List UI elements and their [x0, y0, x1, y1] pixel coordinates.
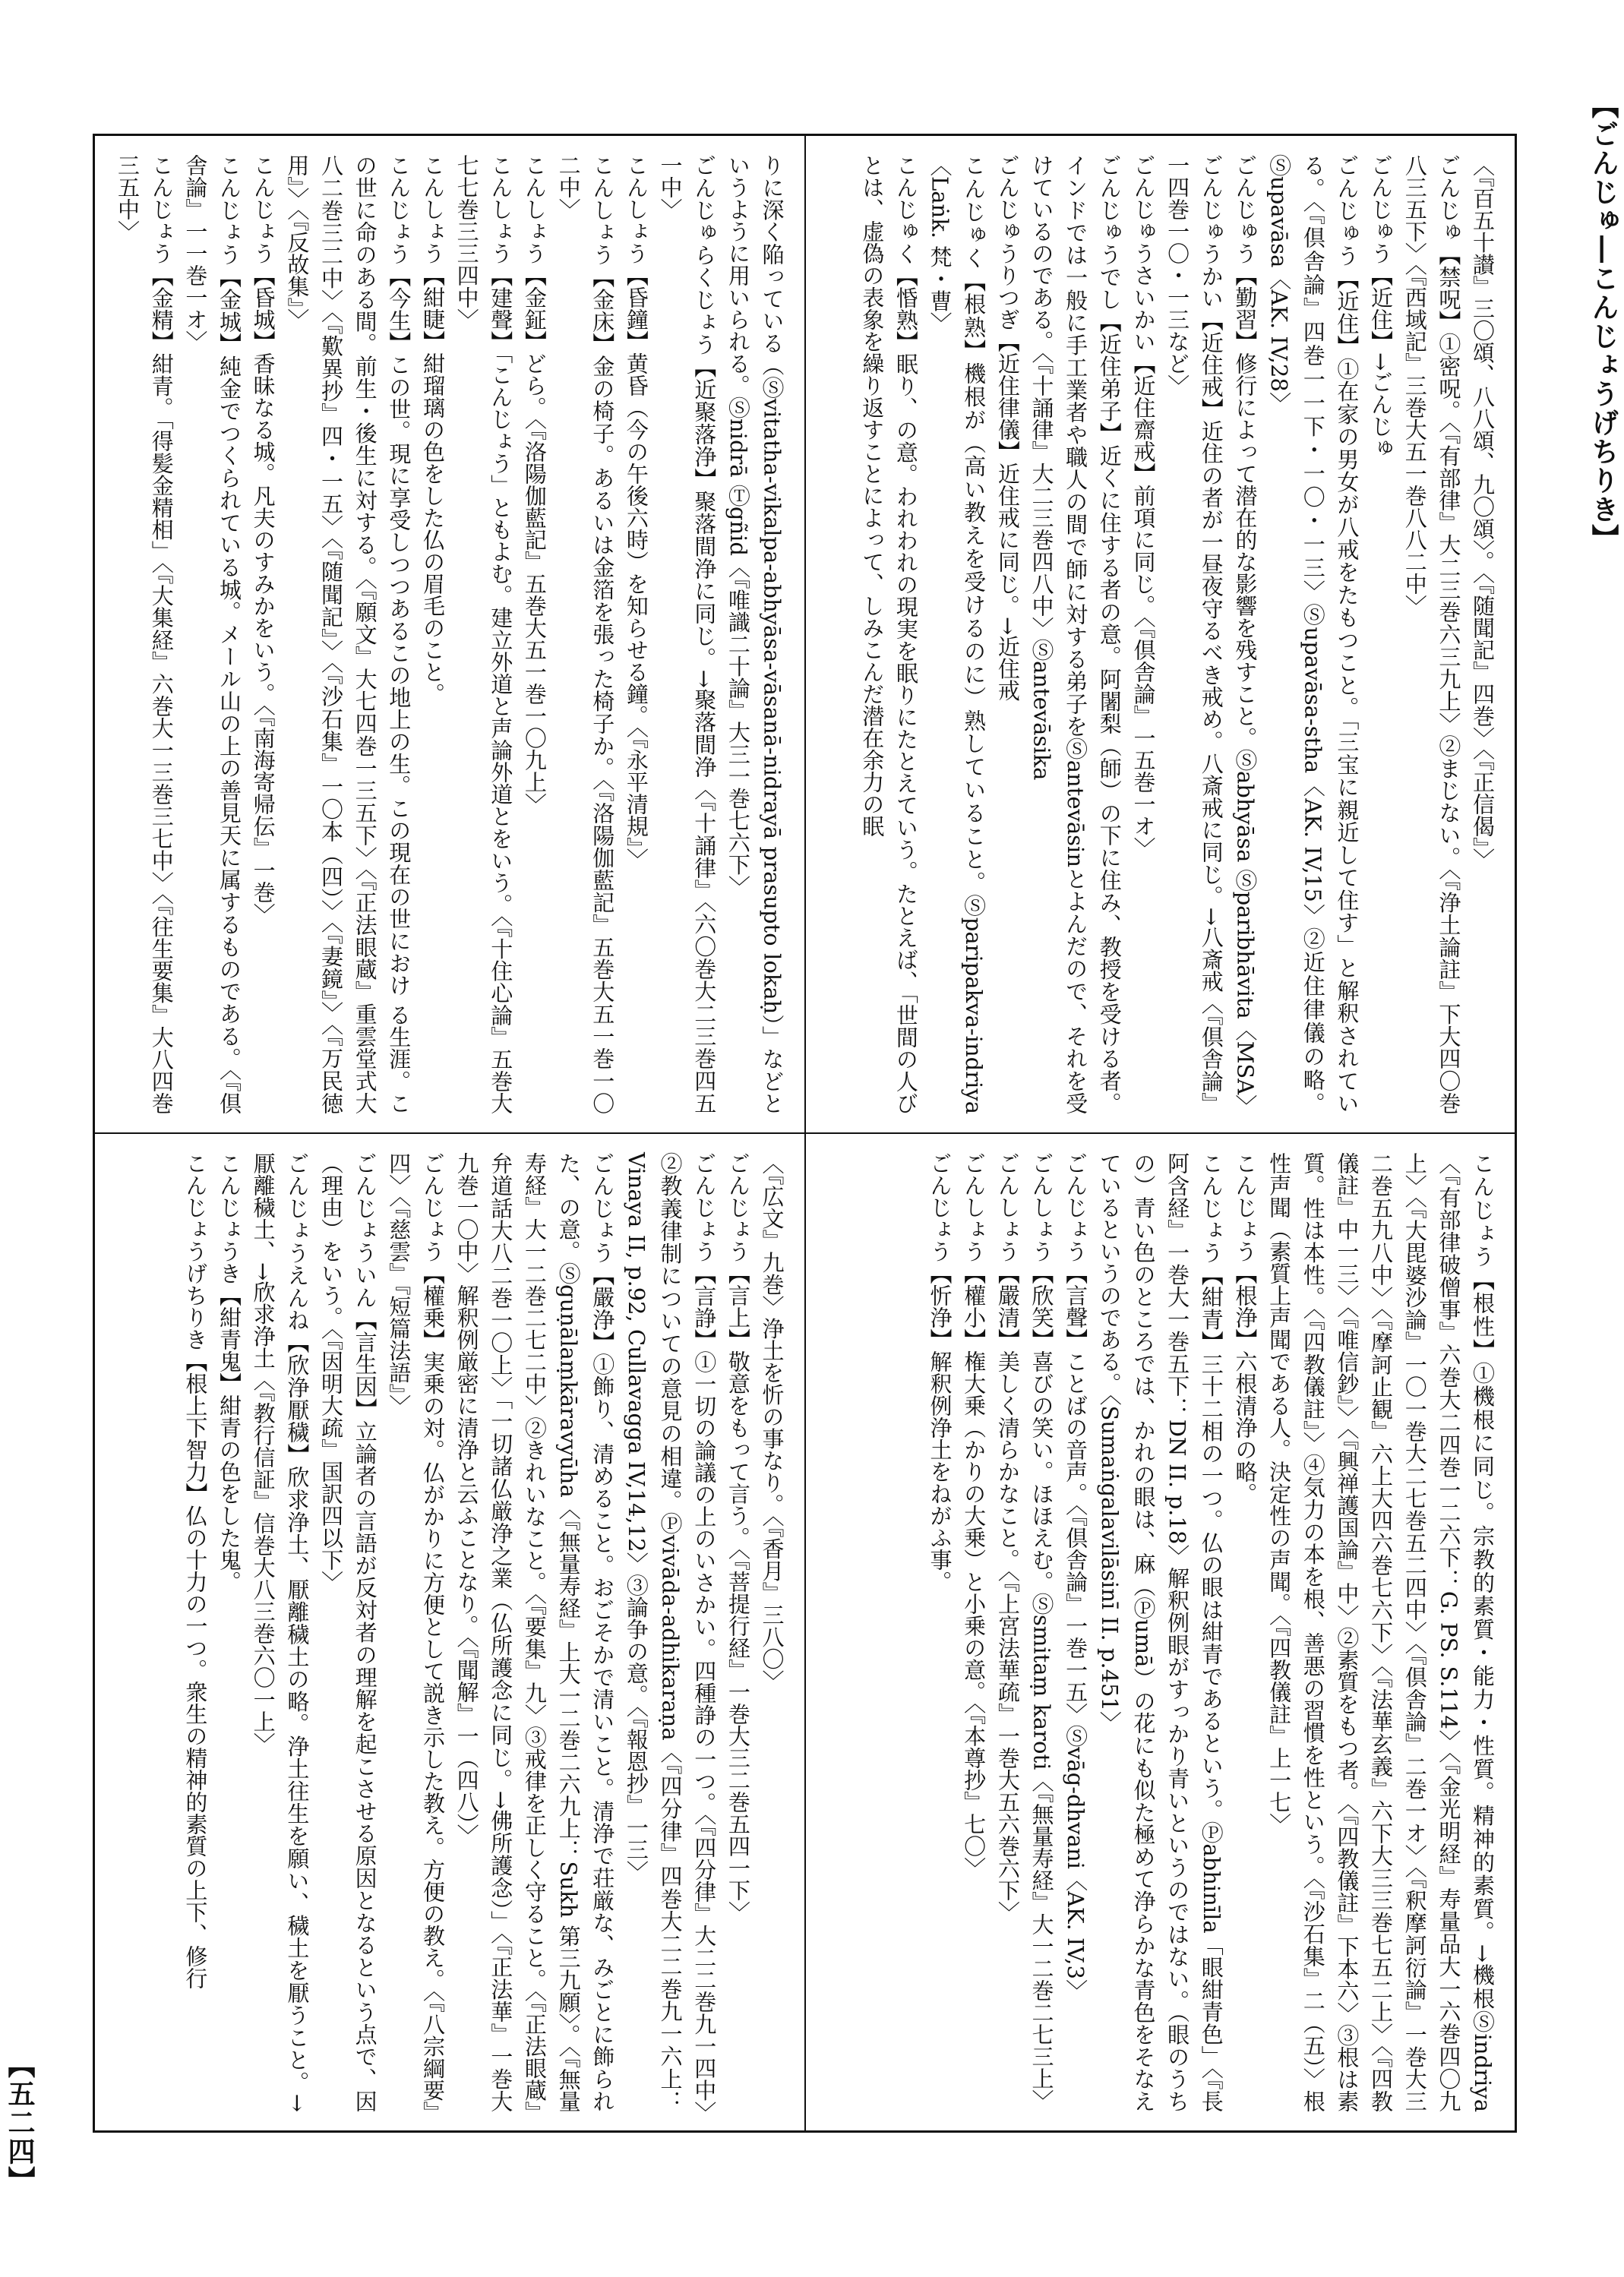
- dictionary-entry: ごんじょう【言諍】①一切の論議の上のいさかい。四種諍の一つ。〈『四分律』大二二巻九一四中〉②教義律制についての意見の相違。Ⓟvivāda-adhikaraṇa〈『四分律』四巻大二二巻九一六上：Vinaya II, p.92, Cullavagga IV,14,12〉③論争の意。〈『報恩抄』一三〉: [623, 1152, 718, 2112]
- bottom-row: [95, 1132, 1515, 2130]
- dictionary-entry: ごんしょう【欣笑】喜びの笑い。ほほえむ。Ⓢsmitaṃ karoti〈『無量寿経』大一二巻二七三上〉: [1028, 1152, 1055, 2111]
- dictionary-entry: こんじょう【紺青】三十二相の一つ。仏の眼は紺青であるという。Ⓟabhinīla「眼紺青色」〈『長阿含経』一巻大一巻五下：DN II. p.18〉解釈例眼がすっかり青いというのではない。（眼のうちの）青い色のところでは、かれの眼は、麻（Ⓟumā）の花にも似た極めて浄らかな青色をそなえているというのである。〈Sumaṅgalavilāsinī II. p.451〉: [1096, 1152, 1224, 2112]
- dictionary-entry: こんじゅく【根熟】機根が（高い教えを受けるのに）熟していること。Ⓢparipakva-indriya〈Laṅk. 梵・曹〉: [927, 154, 987, 1114]
- page-number: 【五二四】: [4, 2051, 36, 2195]
- dictionary-entry: ごんじゅうさいかい【近住齋戒】前項に同じ。〈『倶舎論』一五巻一オ〉: [1130, 154, 1157, 859]
- dictionary-entry: ごんじょうえんね【欣浄厭穢】欣求浄土、厭離穢土の略。浄土往生を願い、穢土を厭うこと。→厭離穢土、→欣求浄土〈『教行信証』信巻大八三巻六〇一上〉: [250, 1152, 311, 2112]
- dictionary-entry: 〈『広文』九巻〉浄土を忻の事なり。〈『香月』三八〇〉: [759, 1152, 785, 1692]
- top-right-column: [806, 136, 1515, 1132]
- page-frame: [93, 134, 1517, 2133]
- dictionary-entry: こんしょう【昏鐘】黄昏（今の午後六時）を知らせる鐘。〈『永平清規』〉: [623, 154, 649, 870]
- dictionary-entry: ごんじゅ【禁呪】①密呪。〈『有部律』大二三巻六三九上〉②まじない。〈『浄土論註』下大四〇巻八三五下〉〈『西域記』三巻大五一巻八八二中〉: [1401, 154, 1462, 1114]
- dictionary-entry: ごんじゅう【勤習】修行によって潜在的な影響を残すこと。Ⓢabhyāsa Ⓢparibhāvita〈MSA〉: [1232, 154, 1259, 1117]
- dictionary-entry: こんじょう【昏城】香昧なる城。凡夫のすみかをいう。〈『南海寄帰伝』一巻〉: [250, 154, 276, 925]
- dictionary-entry: ごんじょう【忻浄】解釈例浄土をねがふ事。: [927, 1152, 953, 1593]
- dictionary-entry: こんじょう【今生】この世。現に享受しつつあるこの地上の生。この現在の世におけ る生涯。この世に命のある間。前生・後生に対する。〈『願文』大七四巻一三五下〉〈『正法眼蔵』重雲堂式大八二巻三二中〉〈『歎異抄』四・一五〉〈『随聞記』〉〈『沙石集』一〇本（四）〉〈『妻鏡』〉〈『万民徳用』〉〈『反故集』〉: [284, 154, 412, 1114]
- bottom-right-column: [806, 1134, 1515, 2130]
- dictionary-entry: こんじょう【金精】紺青。「得髪金精相」〈『大集経』六巻大一三巻三七中〉〈『往生要集』大八四巻三五中〉: [115, 154, 175, 1114]
- dictionary-entry: ごんじょう【權乗】実乗の対。仏がかりに方便として説き示した教え。方便の教え。〈『八宗綱要』四〉〈『慈雲』『短篇法語』〉: [386, 1152, 446, 2113]
- dictionary-entry: こんしょう【紺睫】紺瑠璃の色をした仏の眉毛のこと。: [419, 154, 446, 705]
- top-middle-column: [95, 136, 806, 1132]
- running-header: 【ごんじゅ―こんじょうげちりき】: [1588, 91, 1619, 553]
- dictionary-entry: ごんじゅう【近住】①在家の男女が八戒をたもつこと。「三宝に親近して住す」と解釈されている。〈『倶舎論』四巻一一下・一〇・一三〉Ⓢupavāsa-stha〈AK. IV,15〉②近住律儀の略。Ⓢupavāsa〈AK. IV,28〉: [1266, 154, 1360, 1114]
- dictionary-entry: こんじょう【根性】①機根に同じ。宗教的素質・能力・性質。精神的素質。→機根Ⓢindriya〈『有部律破僧事』六巻大二四巻一二六下：G. PS. S.114〉〈『金光明経』寿量品大一六巻四〇九上〉〈『大毘婆沙論』一〇一巻大二七巻五二四中〉〈『倶舎論』二巻一オ〉〈『釈摩訶衍論』一巻大三二巻五九八中〉〈『摩訶止観』六上大四六巻七六下〉〈『法華玄義』六下大三三巻七五二上〉〈『四教儀註』中一三〉〈『唯信鈔』〉〈『興禅護国論』中〉②素質をもつ者。〈『四教儀註』下本六〉③根は素質。性は本性。〈『四教儀註』〉④気力の本を根、善悪の習慣を性という。〈『沙石集』二（五）〉根性声聞（素質上声聞である人。決定性の声聞。〈『四教儀註』上一七〉: [1266, 1152, 1496, 2112]
- dictionary-entry: ごんじゅう【近住】→ごんじゅ: [1368, 154, 1395, 460]
- dictionary-entry: ごんじょう【嚴浄】①飾り、清めること。おごそかで清いこと。清浄で荘厳な、みごとに飾られた、の意。Ⓢguṇālaṃkāravyūha〈『無量寿経』上大一二巻二六九上：Sukh 第三九願〉。〈『無量寿経』大一二巻二七二中〉②きれいなこと。〈『要集』九〉③戒律を正しく守ること。〈『正法眼蔵』弁道話大八二巻一〇上〉「一切諸仏厳浄之業（仏所護念に同じ。→佛所護念）」〈『正法華』一巻大九巻一〇中〉解釈例厳密に清浄と云ふことなり。〈『聞解』一（四八）〉: [453, 1152, 616, 2112]
- dictionary-entry: ごんじょう【言上】敬意をもって言う。〈『菩提行経』一巻大三二巻五四一下〉: [725, 1152, 751, 1923]
- dictionary-entry: ごんしょう【權小】権大乗（かりの大乗）と小乗の意。〈『本尊抄』七〇〉: [961, 1152, 987, 1879]
- dictionary-entry: ごんじゅうかい【近住戒】近住の者が一昼夜守るべき戒め。八斎戒に同じ。→八斎戒〈『倶舎論』一四巻一〇・一三など〉: [1164, 154, 1224, 1114]
- top-row: [95, 136, 1515, 1132]
- dictionary-entry: ごんじょう【言聲】ことばの音声。〈『倶舎論』一巻一五〉Ⓢvāg-dhvani〈AK. IV,3〉: [1063, 1152, 1089, 2001]
- dictionary-entry: こんじょうげちりき【根上下智力】仏の十力の一つ。衆生の精神的素質の上下、修行: [182, 1152, 209, 1989]
- dictionary-entry: こんじょう【根浄】六根清浄の略。: [1232, 1152, 1259, 1505]
- dictionary-entry: 〈『百五十讃』三〇頌、八八頌、九〇頌〉。〈『随聞記』四巻〉〈『正信偈』〉: [1470, 154, 1496, 870]
- dictionary-entry: りに深く陥っている（Ⓢvitatha-vikalpa-abhyāsa-vāsanā-nidrayā prasupto lokaḥ）」などというように用いられる。Ⓢnidrā Ⓣgñid〈『唯識二十論』大三一巻七六下〉: [725, 154, 785, 1114]
- dictionary-entry: こんじゅく【惛熟】眠り、の意。われわれの現実を眠りにたとえていう。たとえば、「世間の人びとは、虚偽の表象を繰り返すことによって、しみこんだ潜在余力の眠: [859, 154, 919, 1114]
- dictionary-entry: ごんじゅらくじょう【近聚落浄】聚落間浄に同じ。→聚落間浄〈『十誦律』〈六〇巻大二三巻四五一中〉: [657, 154, 718, 1114]
- dictionary-entry: こんしょう【建聲】「こんじょう」ともよむ。建立外道と声論外道とをいう。〈『十住心論』五巻大七七巻三三四中〉: [453, 154, 514, 1114]
- dictionary-entry: ごんじゅうでし【近住弟子】近くに住する者の意。阿闍梨（師）の下に住み、教授を受ける者。インドでは一般に手工業者や職人の間で師に対する弟子をⓈantevāsinとよんだので、それを受けているのである。〈『十誦律』大二三巻四八中〉Ⓢantevāsika: [1028, 154, 1123, 1115]
- dictionary-entry: こんしょう【金鉦】どら。〈『洛陽伽藍記』五巻大五一巻一〇九上〉: [521, 154, 548, 815]
- dictionary-entry: こんじょうき【紺青鬼】紺青の色をした鬼。: [216, 1152, 242, 1593]
- dictionary-entry: こんじょう【金城】純金でつくられている城。メール山の上の善見天に属するものである。〈『倶舎論』一一巻一オ〉: [182, 154, 242, 1114]
- dictionary-entry: ごんしょう【嚴清】美しく清らかなこと。〈『上宮法華疏』一巻大五六巻六下〉: [994, 1152, 1021, 1923]
- dictionary-entry: ごんじゅうりつぎ【近住律儀】近住戒に同じ。→近住戒: [994, 154, 1021, 702]
- dictionary-entry: こんしょう【金床】金の椅子。あるいは金箔を張った椅子か。〈『洛陽伽藍記』五巻大五一巻一〇二中〉: [555, 154, 616, 1114]
- dictionary-entry: ごんじょういん【言生因】立論者の言語が反対者の理解を起こさせる原因となるという点で、因（理由）をいう。〈『因明大疏』国訳四以下〉: [318, 1152, 378, 2112]
- bottom-middle-column: [95, 1134, 806, 2130]
